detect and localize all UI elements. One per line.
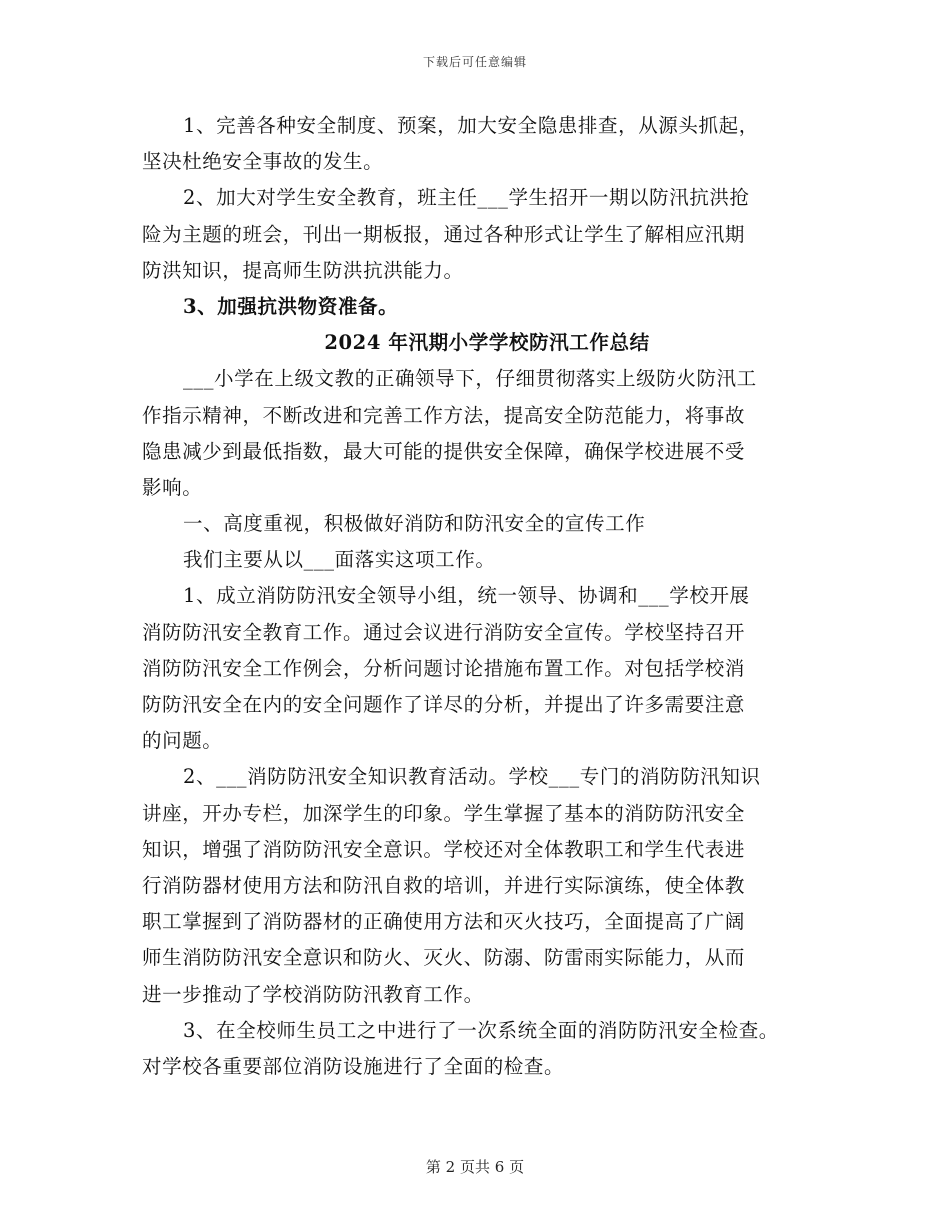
paragraph-line: 防洪知识，提高师生防洪抗洪能力。 xyxy=(142,258,464,282)
document-body xyxy=(142,108,832,1085)
paragraph-line: 防防汛安全在内的安全问题作了详尽的分析，并提出了许多需要注意 xyxy=(142,693,746,716)
bold-paragraph-line: 3、加强抗洪物资准备。 xyxy=(183,294,399,318)
paragraph-line: 讲座，开办专栏，加深学生的印象。学生掌握了基本的消防防汛安全 xyxy=(142,801,746,825)
paragraph-line: 影响。 xyxy=(142,475,203,499)
paragraph-line: 行消防器材使用方法和防汛自救的培训，并进行实际演练，使全体教 xyxy=(142,873,746,897)
paragraph-line: 对学校各重要部位消防设施进行了全面的检查。 xyxy=(142,1054,565,1078)
paragraph-line: 险为主题的班会，刊出一期板报，通过各种形式让学生了解相应汛期 xyxy=(142,222,746,246)
paragraph-line: 的问题。 xyxy=(142,729,223,753)
page-footer: 第 2 页共 6 页 xyxy=(425,1158,525,1176)
paragraph-line: 消防防汛安全工作例会，分析问题讨论措施布置工作。对包括学校消 xyxy=(142,656,746,680)
paragraph-line: 知识，增强了消防防汛安全意识。学校还对全体教职工和学生代表进 xyxy=(142,837,746,861)
paragraph-line: 作指示精神，不断改进和完善工作方法，提高安全防范能力，将事故 xyxy=(142,403,746,427)
paragraph-line: 2、___消防防汛安全知识教育活动。学校___专门的消防防汛知识 xyxy=(183,765,761,789)
paragraph-line: 师生消防防汛安全意识和防火、灭火、防溺、防雷雨实际能力，从而 xyxy=(142,946,746,970)
section-title: 2024 年汛期小学学校防汛工作总结 xyxy=(324,331,650,355)
paragraph-line: 1、完善各种安全制度、预案，加大安全隐患排查，从源头抓起， xyxy=(183,114,759,137)
paragraph-line: 隐患减少到最低指数，最大可能的提供安全保障，确保学校进展不受 xyxy=(142,439,746,463)
paragraph-line: 2、加大对学生安全教育，班主任___学生招开一期以防汛抗洪抢 xyxy=(183,186,750,210)
page-header: 下载后可任意编辑 xyxy=(422,55,527,69)
paragraph-line: 3、在全校师生员工之中进行了一次系统全面的消防防汛安全检查。 xyxy=(183,1018,779,1042)
paragraph-line: 职工掌握到了消防器材的正确使用方法和灭火技巧，全面提高了广阔 xyxy=(142,910,746,934)
paragraph-line: ___小学在上级文教的正确领导下，仔细贯彻落实上级防火防汛工 xyxy=(183,367,757,391)
paragraph-line: 进一步推动了学校消防防汛教育工作。 xyxy=(142,982,484,1006)
paragraph-line: 我们主要从以___面落实这项工作。 xyxy=(183,548,496,572)
paragraph-line: 坚决杜绝安全事故的发生。 xyxy=(142,150,384,174)
paragraph-line: 消防防汛安全教育工作。通过会议进行消防安全宣传。学校坚持召开 xyxy=(142,620,746,644)
section-heading: 一、高度重视，积极做好消防和防汛安全的宣传工作 xyxy=(183,512,646,536)
paragraph-line: 1、成立消防防汛安全领导小组，统一领导、协调和___学校开展 xyxy=(183,584,750,608)
